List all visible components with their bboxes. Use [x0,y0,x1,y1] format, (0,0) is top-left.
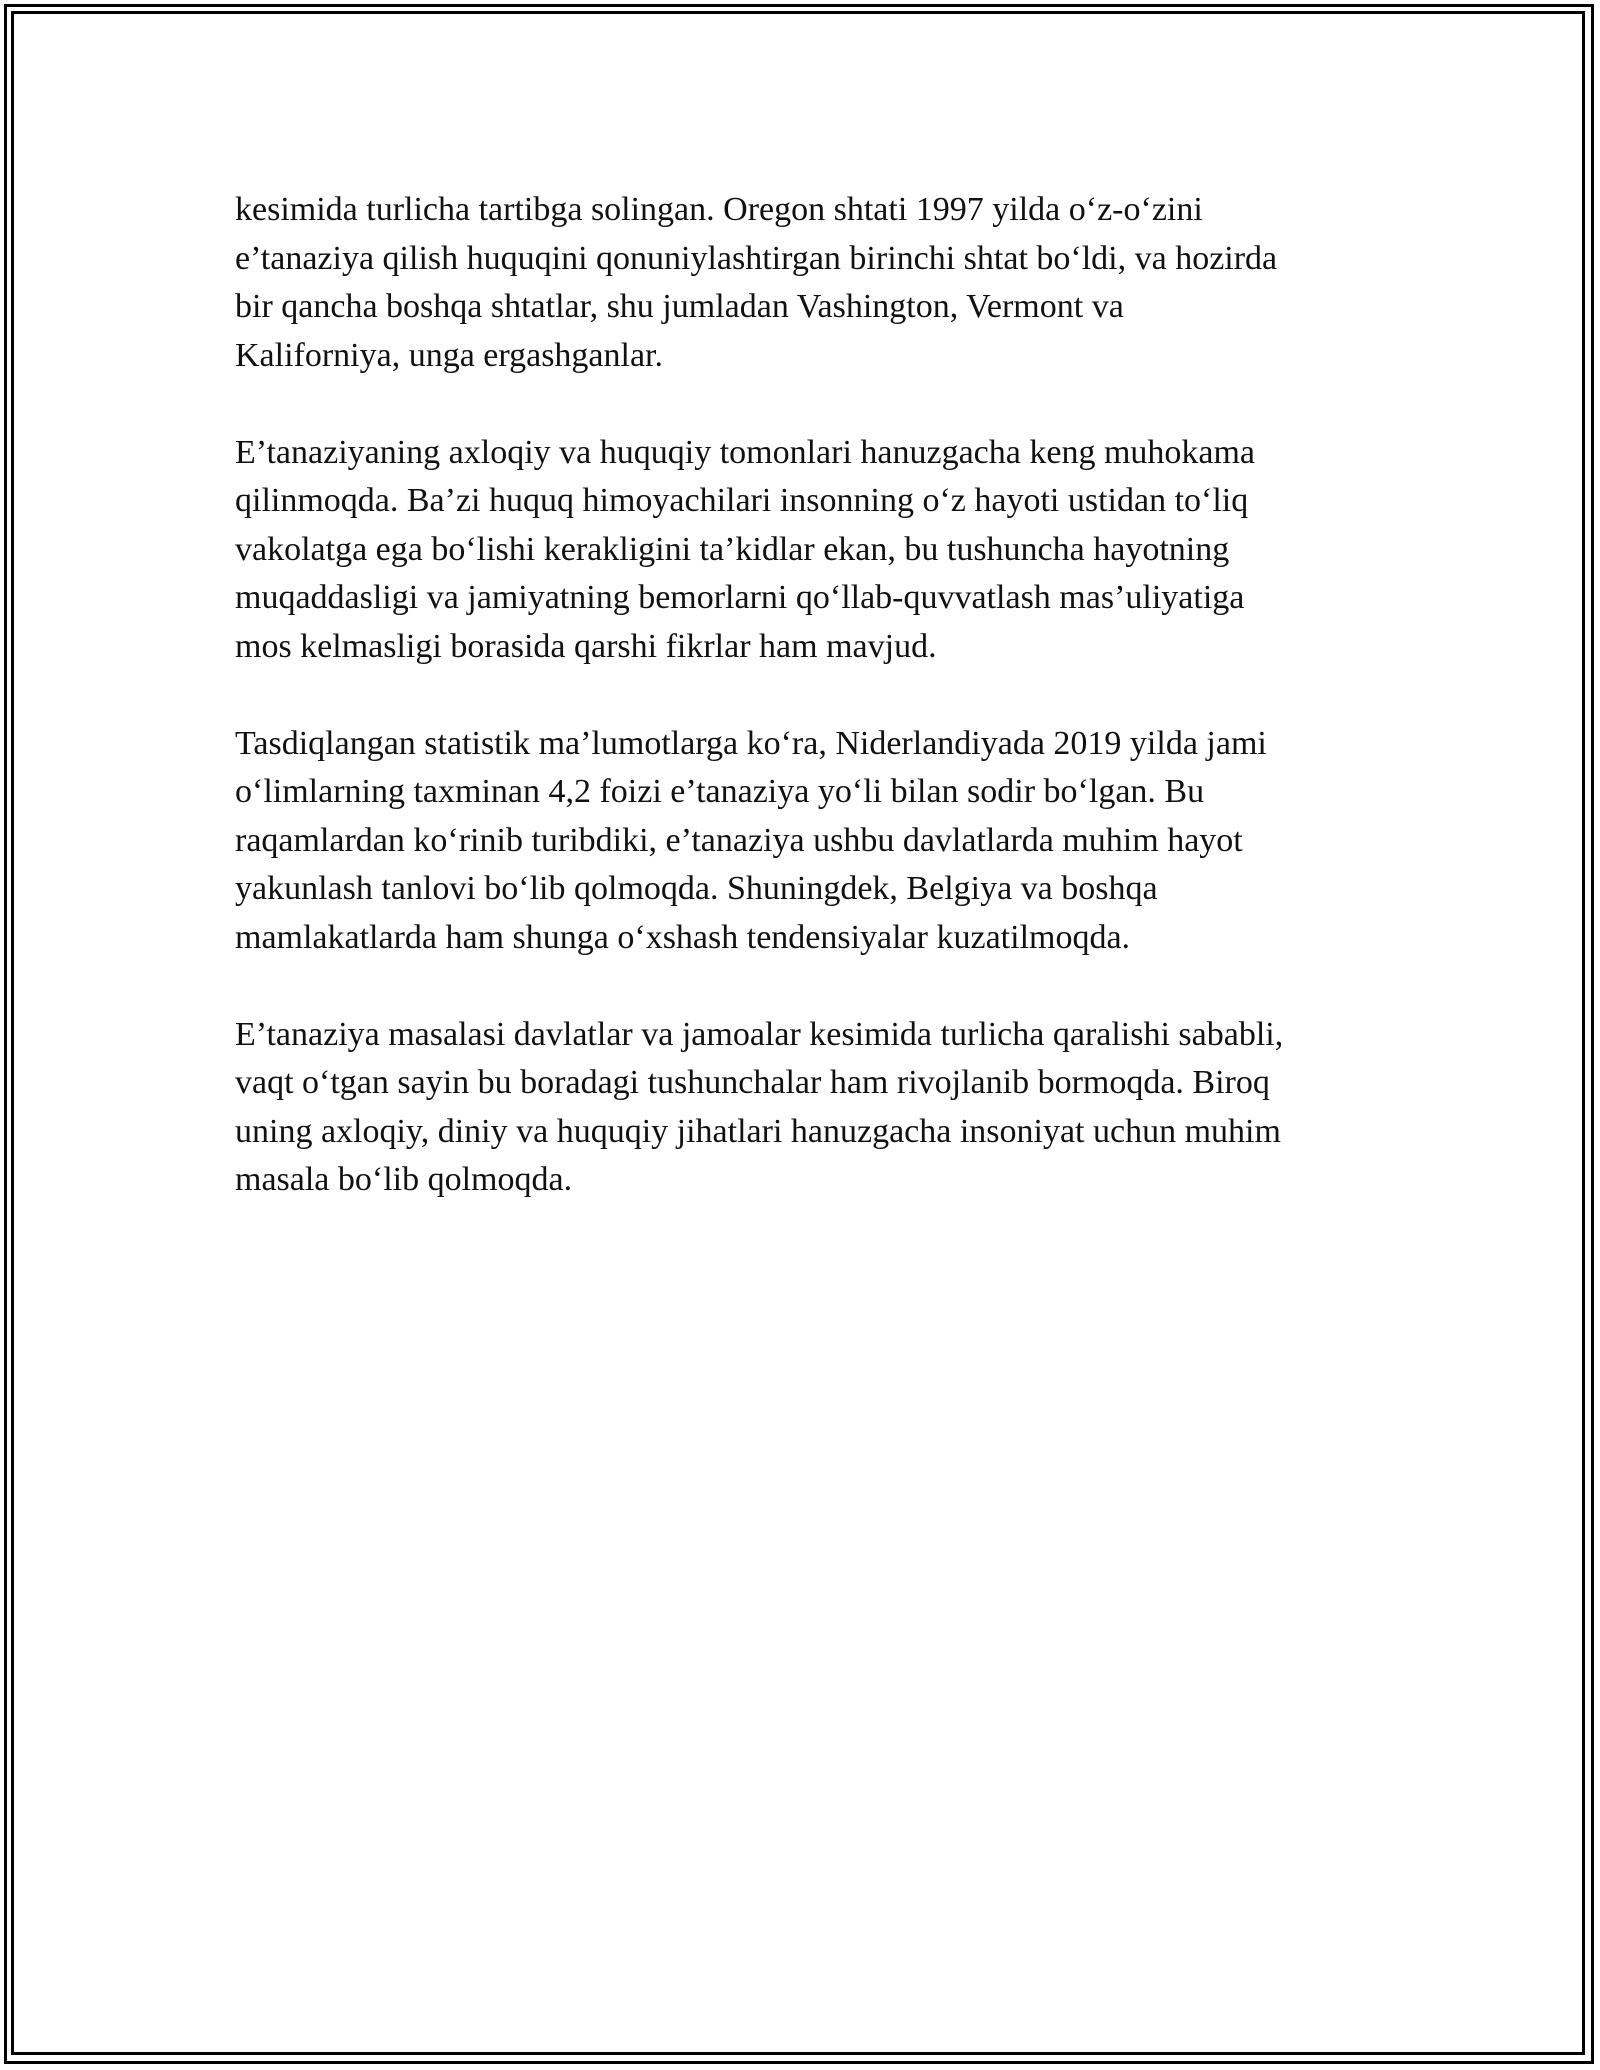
paragraph-line: uning axloqiy, diniy va huquqiy jihatlari hanuzgacha insoniyat uchun muhim [235,1112,1281,1150]
paragraph-line: yakunlash tanlovi bo‘lib qolmoqda. Shuningdek, Belgiya va boshqa [235,870,1158,907]
paragraph-line: E’tanaziya masalasi davlatlar va jamoalar kesimida turlicha qaralishi sababli, [235,1015,1284,1053]
paragraph-line: Tasdiqlangan statistik ma’lumotlarga ko‘ra, Niderlandiyada 2019 yilda jami [235,724,1267,762]
paragraph-line: bir qancha boshqa shtatlar, shu jumladan Vashington, Vermont va [235,288,1124,325]
paragraph-line: vakolatga ega bo‘lishi kerakligini ta’kidlar ekan, bu tushuncha hayotning [235,530,1230,568]
paragraph-line: masala bo‘lib qolmoqda. [235,1161,573,1198]
paragraph-line: Kaliforniya, unga ergashganlar. [235,336,664,374]
paragraph-4 [235,1011,1405,1205]
paragraph-line: raqamlardan ko‘rinib turibdiki, e’tanaziya ushbu davlatlarda muhim hayot [235,821,1243,859]
paragraph-3 [235,720,1405,963]
document-body [235,186,1405,1253]
paragraph-line: mamlakatlarda ham shunga o‘xshash tendensiyalar kuzatilmoqda. [235,918,1131,956]
paragraph-line: kesimida turlicha tartibga solingan. Oregon shtati 1997 yilda o‘z-o‘zini [235,191,1203,228]
paragraph-1 [235,186,1405,380]
paragraph-line: vaqt o‘tgan sayin bu boradagi tushunchalar ham rivojlanib bormoqda. Biroq [235,1064,1270,1101]
paragraph-line: e’tanaziya qilish huquqini qonuniylashtirgan birinchi shtat bo‘ldi, va hozirda [235,239,1278,277]
paragraph-line: E’tanaziyaning axloqiy va huquqiy tomonlari hanuzgacha keng muhokama [235,433,1256,471]
paragraph-line: mos kelmasligi borasida qarshi fikrlar ham mavjud. [235,627,937,665]
paragraph-line: o‘limlarning taxminan 4,2 foizi e’tanaziya yo‘li bilan sodir bo‘lgan. Bu [235,773,1205,810]
paragraph-line: qilinmoqda. Ba’zi huquq himoyachilari insonning o‘z hayoti ustidan to‘liq [235,482,1249,519]
paragraph-2 [235,429,1405,672]
paragraph-line: muqaddasligi va jamiyatning bemorlarni qo‘llab-quvvatlash mas’uliyatiga [235,579,1245,616]
